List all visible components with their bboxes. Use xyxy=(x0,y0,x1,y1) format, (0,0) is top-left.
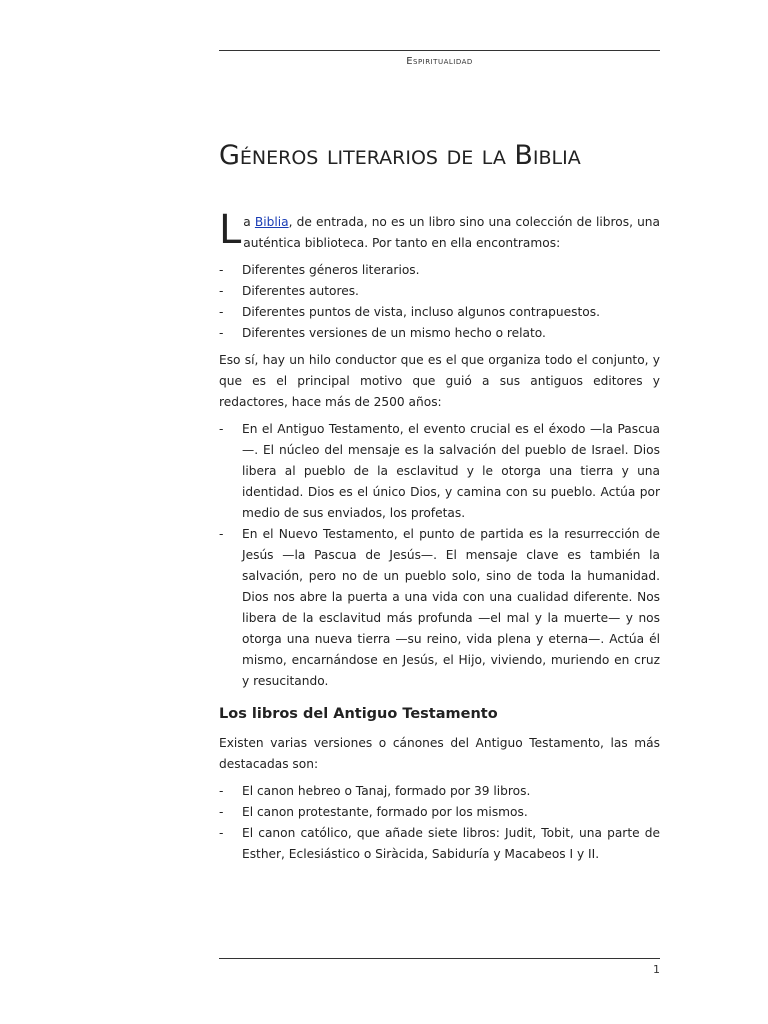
list-item: - Diferentes puntos de vista, incluso algunos contrapuestos. xyxy=(219,302,660,323)
dash-bullet: - xyxy=(219,263,224,277)
header-rule xyxy=(219,50,660,51)
intro-paragraph xyxy=(219,207,660,254)
list-item: - El canon hebreo o Tanaj, formado por 39 libros. xyxy=(219,781,660,802)
dash-bullet: - xyxy=(219,527,224,541)
dash-bullet: - xyxy=(219,826,224,840)
intro-text: , de entrada, no es un libro sino una colección de libros, una auténtica biblioteca. Por tanto en ella encontramos: xyxy=(243,215,660,250)
list-item: - Diferentes autores. xyxy=(219,281,660,302)
biblia-link[interactable]: Biblia xyxy=(254,215,289,229)
list-item: - El canon católico, que añade siete libros: Judit, Tobit, una parte de Esther, Eclesiástico o Siràcida, Sabiduría y Macabeos I y II. xyxy=(219,823,660,865)
running-header: Espiritualidad xyxy=(406,56,473,67)
footer-rule xyxy=(219,958,660,959)
document-body xyxy=(219,207,660,871)
intro-lead: a xyxy=(243,215,255,229)
dash-bullet: - xyxy=(219,305,224,319)
list-item: - El canon protestante, formado por los mismos. xyxy=(219,802,660,823)
list-item: - En el Antiguo Testamento, el evento crucial es el éxodo —la Pascua—. El núcleo del mensaje es la salvación del pueblo de Israel. Dios libera al pueblo de la esclavitud y le otorga una tierra y una identidad. Dios es el único Dios, y camina con su pueblo. Actúa por medio de sus enviados, los profetas. xyxy=(219,419,660,524)
canons-list xyxy=(219,781,660,865)
drop-cap: L xyxy=(219,207,242,253)
dash-bullet: - xyxy=(219,422,224,436)
testaments-list xyxy=(219,419,660,692)
list-item: - Diferentes géneros literarios. xyxy=(219,260,660,281)
list-item: - En el Nuevo Testamento, el punto de partida es la resurrección de Jesús —la Pascua de Jesús—. El mensaje clave es también la salvación, pero no de un pueblo solo, sino de toda la humanidad. Dios nos abre la puerta a una vida con una cualidad diferente. Nos libera de la esclavitud más profunda —el mal y la muerte— y nos otorga una nueva tierra —su reino, vida plena y eterna—. Actúa él mismo, encarnándose en Jesús, el Hijo, viviendo, muriendo en cruz y resucitando. xyxy=(219,524,660,692)
page-number: 1 xyxy=(653,963,660,976)
document-title: Géneros literarios de la Biblia xyxy=(219,140,581,171)
document-page xyxy=(219,0,660,1024)
dash-bullet: - xyxy=(219,326,224,340)
differences-list xyxy=(219,260,660,344)
conductor-paragraph: Eso sí, hay un hilo conductor que es el que organiza todo el conjunto, y que es el principal motivo que guió a sus antiguos editores y redactores, hace más de 2500 años: xyxy=(219,353,660,409)
section-heading: Los libros del Antiguo Testamento xyxy=(219,706,498,722)
list-item: - Diferentes versiones de un mismo hecho o relato. xyxy=(219,323,660,344)
dash-bullet: - xyxy=(219,284,224,298)
canons-paragraph: Existen varias versiones o cánones del Antiguo Testamento, las más destacadas son: xyxy=(219,736,660,771)
dash-bullet: - xyxy=(219,784,224,798)
dash-bullet: - xyxy=(219,805,224,819)
